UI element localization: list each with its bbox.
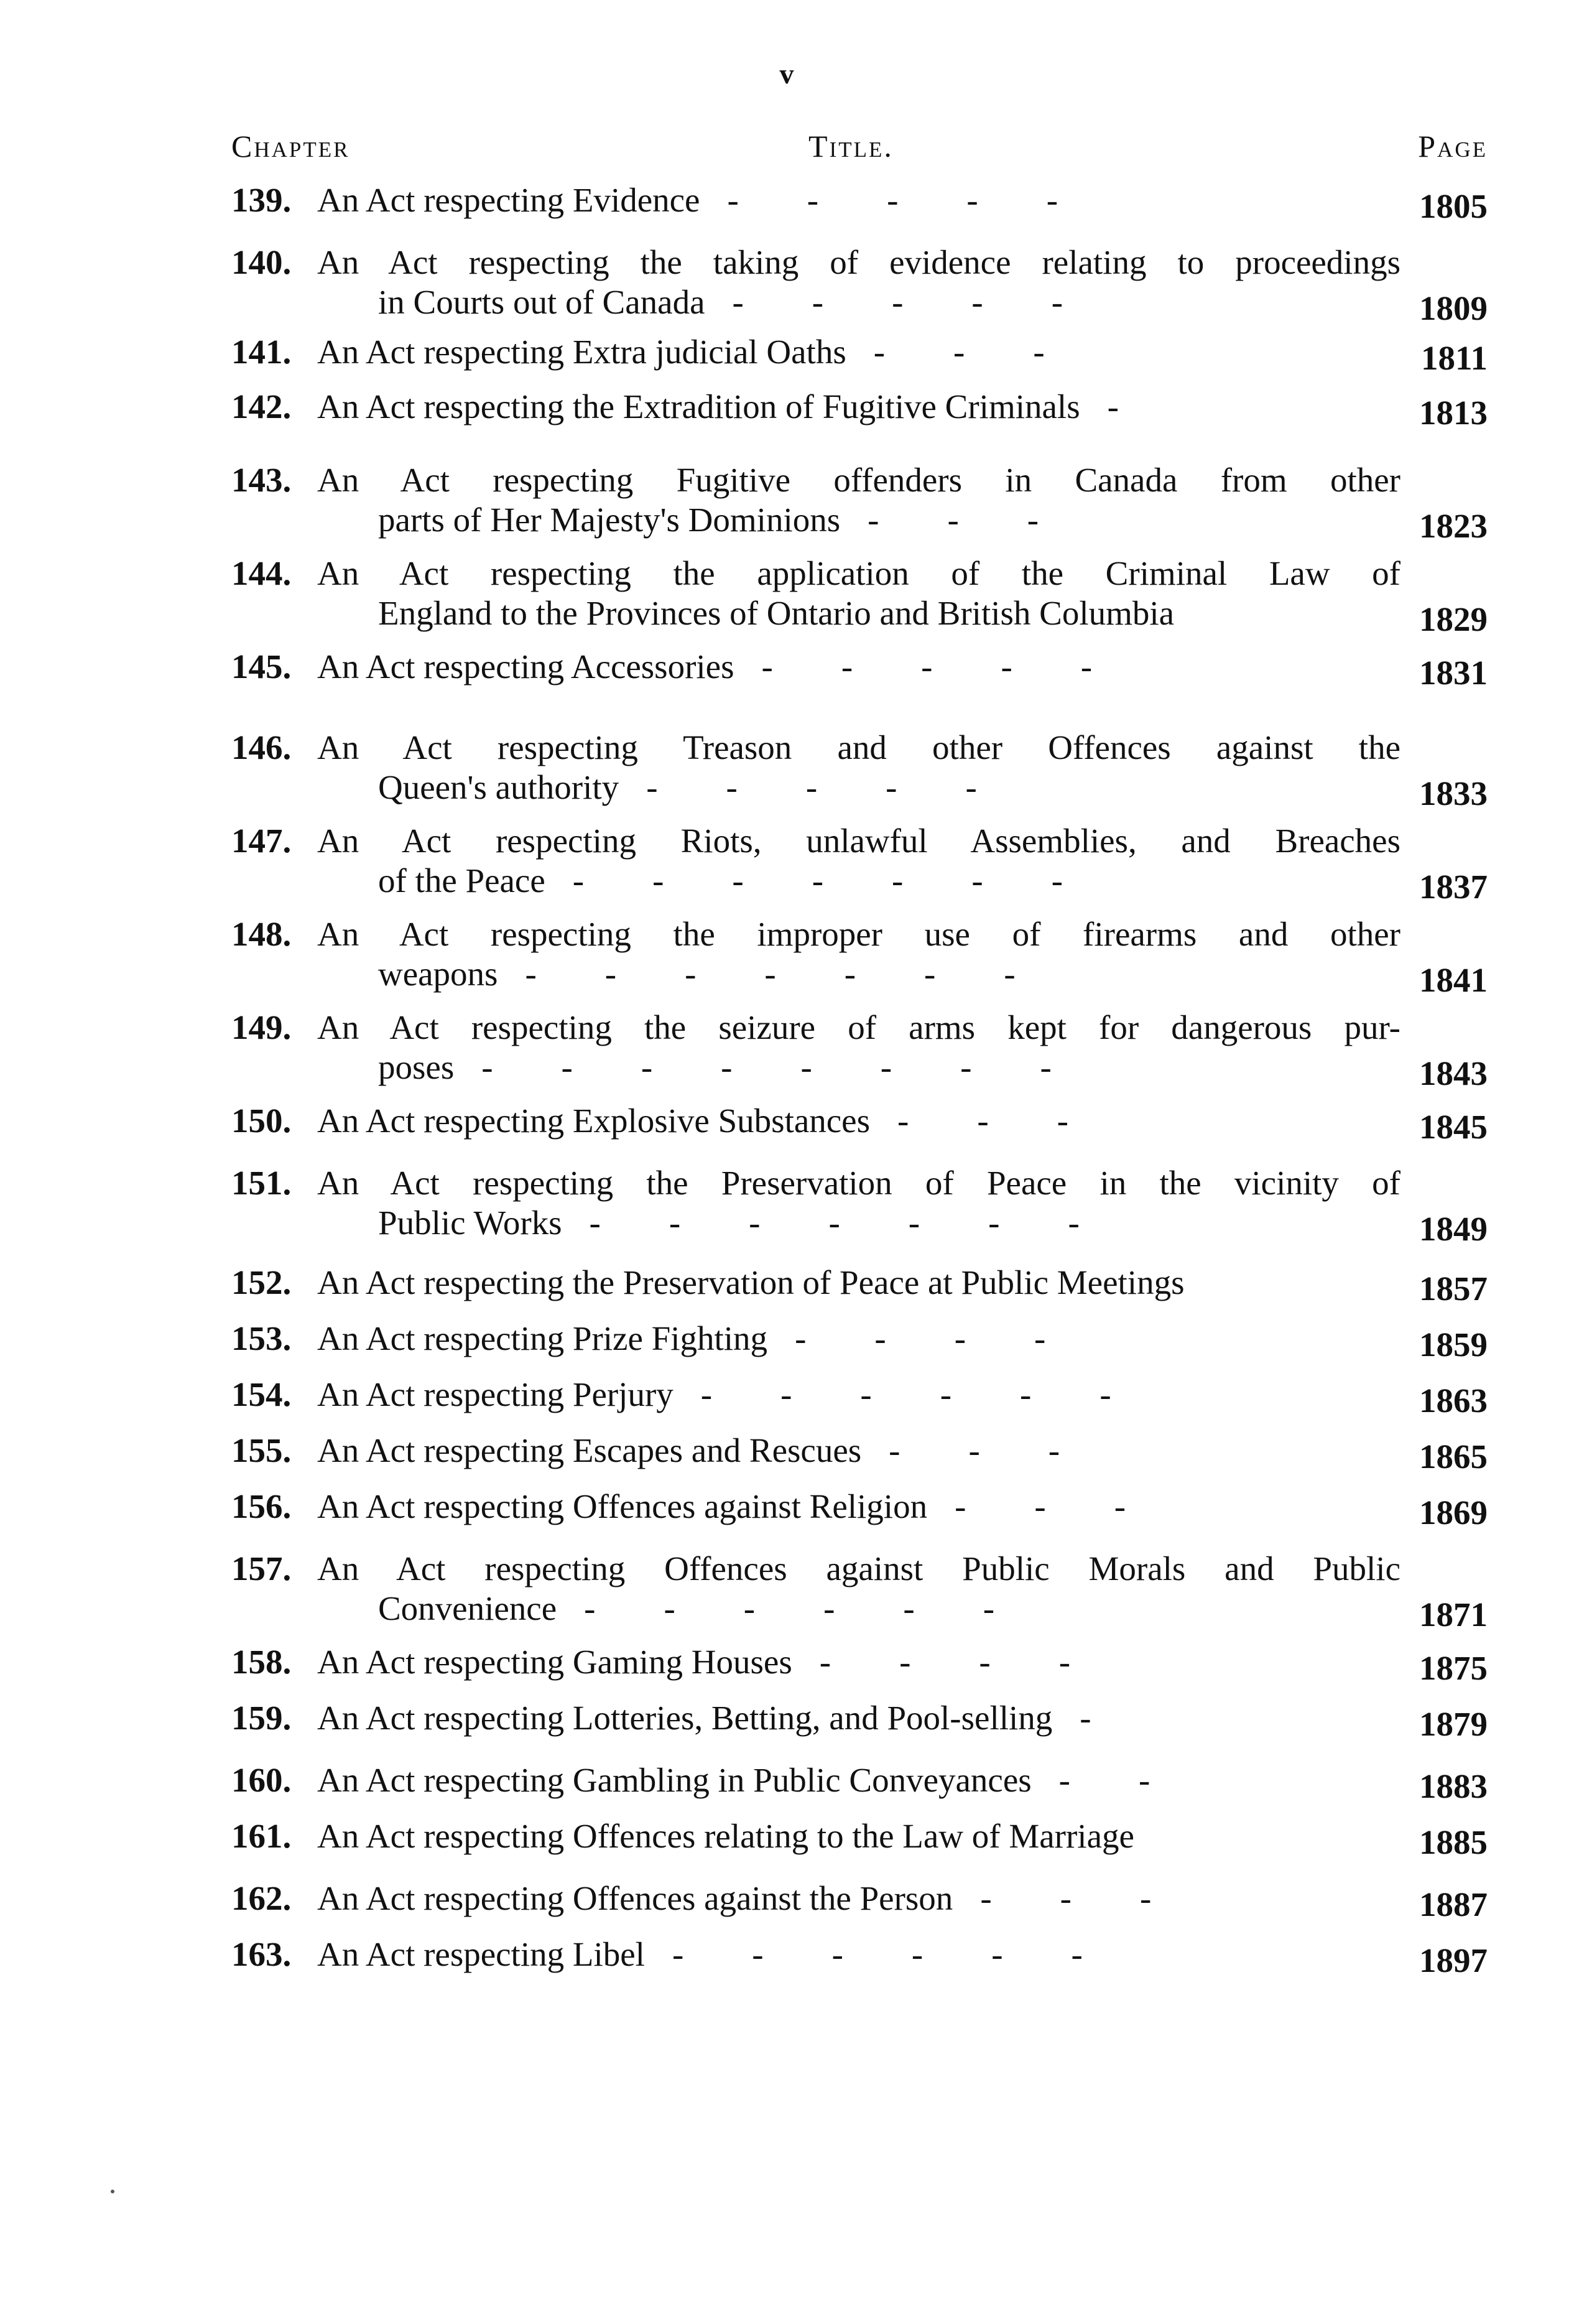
title-text: An Act respecting Gambling in Public Conveyances <box>317 1761 1032 1799</box>
page-number: 1837 <box>1419 868 1488 906</box>
title-line-2 <box>317 861 1400 901</box>
title-text: An Act respecting Gaming Houses <box>317 1643 792 1681</box>
entry-title <box>317 821 1400 901</box>
entry-title <box>317 647 1400 687</box>
entry-title <box>317 1549 1400 1629</box>
title-line-1 <box>317 1816 1400 1856</box>
entry-title <box>317 460 1400 540</box>
toc-entry <box>231 1319 1488 1364</box>
toc-entry <box>231 821 1488 906</box>
chapter-number: 148. <box>231 915 292 953</box>
title-text: An Act respecting Prize Fighting <box>317 1319 768 1357</box>
entry-title <box>317 1760 1400 1800</box>
toc-entry <box>231 243 1488 327</box>
title-continuation: weapons <box>378 955 498 993</box>
title-line-1 <box>317 914 1400 954</box>
entry-title <box>317 1431 1400 1471</box>
header-chapter: Chapter <box>231 129 350 164</box>
title-line-1 <box>317 1375 1400 1415</box>
title-line-1 <box>317 728 1400 768</box>
chapter-number: 162. <box>231 1879 292 1917</box>
title-line-1 <box>317 1549 1400 1589</box>
title-line-1 <box>317 1698 1400 1738</box>
toc-entry <box>231 914 1488 999</box>
title-line-1 <box>317 243 1400 282</box>
chapter-number: 140. <box>231 243 292 281</box>
leader-dashes: - - - <box>955 1487 1126 1525</box>
page-number: 1843 <box>1419 1054 1488 1092</box>
entry-title <box>317 1101 1400 1141</box>
entry-title <box>317 1375 1400 1415</box>
title-line-1 <box>317 1487 1400 1527</box>
leader-dashes: - - - <box>897 1102 1068 1140</box>
toc-entry <box>231 332 1488 377</box>
title-line-2 <box>317 1048 1400 1087</box>
leader-dashes: - <box>1080 1699 1091 1737</box>
title-line-1 <box>317 1101 1400 1141</box>
page-number: 1805 <box>1419 187 1488 225</box>
entry-title <box>317 332 1400 372</box>
leader-dashes: - - - - - <box>732 283 1063 321</box>
chapter-number: 156. <box>231 1487 292 1525</box>
toc-entry <box>231 1163 1488 1248</box>
chapter-number: 150. <box>231 1102 292 1140</box>
title-line-1 <box>317 180 1400 220</box>
page-number: 1883 <box>1419 1767 1488 1805</box>
leader-dashes: - - - - - - - <box>525 955 1016 993</box>
chapter-number: 163. <box>231 1935 292 1973</box>
leader-dashes: - - - <box>868 501 1039 539</box>
leader-dashes: - - - - - - <box>672 1935 1083 1973</box>
page-number: 1865 <box>1419 1438 1488 1476</box>
chapter-number: 141. <box>231 333 292 371</box>
chapter-number: 158. <box>231 1643 292 1681</box>
title-text: An Act respecting the seizure of arms kept for dangerous pur- <box>317 1008 1400 1046</box>
chapter-number: 160. <box>231 1761 292 1799</box>
title-line-1 <box>317 1879 1400 1918</box>
leader-dashes: - - - - - <box>727 181 1058 219</box>
leader-dashes: - - - <box>889 1431 1060 1469</box>
title-line-1 <box>317 1319 1400 1359</box>
entry-title <box>317 1263 1400 1303</box>
toc-entry <box>231 1935 1488 1979</box>
title-line-2 <box>317 1589 1400 1629</box>
chapter-number: 157. <box>231 1550 292 1587</box>
page-number: 1809 <box>1419 289 1488 327</box>
toc-entry <box>231 387 1488 432</box>
leader-dashes: - - - - <box>795 1319 1046 1357</box>
chapter-number: 144. <box>231 554 292 592</box>
title-line-1 <box>317 1642 1400 1682</box>
stray-mark <box>111 2190 114 2193</box>
toc-entry <box>231 1101 1488 1146</box>
toc-entry <box>231 460 1488 545</box>
title-line-2 <box>317 1203 1400 1243</box>
title-continuation: of the Peace <box>378 862 545 899</box>
entry-title <box>317 1487 1400 1527</box>
title-text: An Act respecting Offences against Public Morals and Public <box>317 1550 1400 1587</box>
title-text: An Act respecting Treason and other Offences against the <box>317 728 1400 766</box>
chapter-number: 155. <box>231 1431 292 1469</box>
page-number: 1813 <box>1419 394 1488 432</box>
entry-title <box>317 1319 1400 1359</box>
leader-dashes: - - - - - <box>761 648 1093 686</box>
title-line-1 <box>317 460 1400 500</box>
page-number: 1879 <box>1419 1705 1488 1743</box>
page-number: 1823 <box>1419 507 1488 545</box>
entry-title <box>317 554 1400 633</box>
toc-entry <box>231 1816 1488 1861</box>
title-line-1 <box>317 821 1400 861</box>
chapter-number: 145. <box>231 648 292 686</box>
entry-title <box>317 728 1400 807</box>
entry-title <box>317 243 1400 322</box>
leader-dashes: - - - - <box>819 1643 1071 1681</box>
chapter-number: 154. <box>231 1375 292 1413</box>
toc-entry <box>231 1263 1488 1308</box>
title-line-1 <box>317 1760 1400 1800</box>
page-number: 1811 <box>1421 339 1488 377</box>
leader-dashes: - - - <box>980 1879 1152 1917</box>
leader-dashes: - - <box>1058 1761 1150 1799</box>
entry-title <box>317 1879 1400 1918</box>
page-number: 1845 <box>1419 1108 1488 1146</box>
title-continuation: in Courts out of Canada <box>378 283 705 321</box>
chapter-number: 142. <box>231 388 292 425</box>
title-text: An Act respecting the Preservation of Peace in the vicinity of <box>317 1164 1400 1202</box>
title-text: An Act respecting Explosive Substances <box>317 1102 870 1140</box>
page-number: 1857 <box>1419 1270 1488 1308</box>
entry-title <box>317 180 1400 220</box>
title-text: An Act respecting Fugitive offenders in Canada from other <box>317 461 1400 499</box>
page-number: 1849 <box>1419 1210 1488 1248</box>
chapter-number: 151. <box>231 1164 292 1202</box>
page-number: 1841 <box>1419 961 1488 999</box>
entry-title <box>317 1698 1400 1738</box>
leader-dashes: - - - - - - - <box>572 862 1063 899</box>
title-text: An Act respecting the application of the Criminal Law of <box>317 554 1400 592</box>
leader-dashes: - - - - - <box>646 768 977 806</box>
title-line-1 <box>317 647 1400 687</box>
header-title: Title. <box>808 129 894 164</box>
title-text: An Act respecting Offences relating to the Law of Marriage <box>317 1817 1134 1855</box>
title-line-1 <box>317 1935 1400 1974</box>
title-line-2 <box>317 282 1400 322</box>
title-text: An Act respecting Riots, unlawful Assemblies, and Breaches <box>317 822 1400 860</box>
title-text: An Act respecting the Extradition of Fugitive Criminals <box>317 388 1080 425</box>
entry-title <box>317 387 1400 427</box>
title-text: An Act respecting Lotteries, Betting, and Pool-selling <box>317 1699 1053 1737</box>
leader-dashes: - - - - - - - <box>589 1204 1080 1242</box>
leader-dashes: - - - - - - <box>700 1375 1111 1413</box>
entry-title <box>317 1816 1400 1856</box>
toc-entry <box>231 1431 1488 1476</box>
page-number: 1897 <box>1419 1941 1488 1979</box>
title-line-2 <box>317 500 1400 540</box>
title-text: An Act respecting Offences against Religion <box>317 1487 928 1525</box>
page-number: 1885 <box>1419 1823 1488 1861</box>
title-continuation: England to the Provinces of Ontario and British Columbia <box>378 594 1175 632</box>
title-line-2 <box>317 593 1400 633</box>
chapter-number: 147. <box>231 822 292 860</box>
title-line-1 <box>317 1431 1400 1471</box>
title-text: An Act respecting the Preservation of Peace at Public Meetings <box>317 1263 1185 1301</box>
leader-dashes: - <box>1107 388 1119 425</box>
entry-title <box>317 914 1400 994</box>
title-text: An Act respecting Escapes and Rescues <box>317 1431 862 1469</box>
title-line-1 <box>317 387 1400 427</box>
page-number: 1829 <box>1419 600 1488 638</box>
leader-dashes: - - - <box>873 333 1045 371</box>
title-text: An Act respecting Extra judicial Oaths <box>317 333 846 371</box>
page-number: 1875 <box>1419 1649 1488 1687</box>
toc-entry <box>231 180 1488 225</box>
title-continuation: Public Works <box>378 1204 562 1242</box>
toc-entry <box>231 728 1488 812</box>
title-line-1 <box>317 1163 1400 1203</box>
chapter-number: 143. <box>231 461 292 499</box>
title-line-1 <box>317 1263 1400 1303</box>
toc-entry <box>231 1008 1488 1092</box>
title-line-1 <box>317 554 1400 593</box>
leader-dashes: - - - - - - <box>584 1589 995 1627</box>
chapter-number: 152. <box>231 1263 292 1301</box>
chapter-number: 149. <box>231 1008 292 1046</box>
page-number: 1871 <box>1419 1596 1488 1634</box>
title-continuation: Convenience <box>378 1589 557 1627</box>
entry-title <box>317 1008 1400 1087</box>
column-headers <box>231 128 1488 165</box>
entry-title <box>317 1642 1400 1682</box>
title-text: An Act respecting Evidence <box>317 181 700 219</box>
toc-entry <box>231 1879 1488 1923</box>
title-text: An Act respecting the taking of evidence relating to proceedings <box>317 243 1400 281</box>
title-continuation: poses <box>378 1048 455 1086</box>
title-line-2 <box>317 954 1400 994</box>
chapter-number: 139. <box>231 181 292 219</box>
entry-title <box>317 1163 1400 1243</box>
toc-entry <box>231 1487 1488 1532</box>
title-line-2 <box>317 768 1400 807</box>
entry-title <box>317 1935 1400 1974</box>
toc-entry <box>231 1642 1488 1687</box>
chapter-number: 161. <box>231 1817 292 1855</box>
chapter-number: 159. <box>231 1699 292 1737</box>
title-text: An Act respecting Accessories <box>317 648 734 686</box>
title-continuation: Queen's authority <box>378 768 619 806</box>
toc-entry <box>231 1375 1488 1420</box>
title-line-1 <box>317 332 1400 372</box>
page-number: 1859 <box>1419 1326 1488 1364</box>
title-text: An Act respecting Libel <box>317 1935 645 1973</box>
chapter-number: 153. <box>231 1319 292 1357</box>
header-page: Page <box>1418 129 1488 164</box>
toc-entry <box>231 647 1488 692</box>
toc-entry <box>231 1760 1488 1805</box>
page-number: 1863 <box>1419 1382 1488 1420</box>
title-text: An Act respecting the improper use of firearms and other <box>317 915 1400 953</box>
title-line-1 <box>317 1008 1400 1048</box>
toc-entry <box>231 1698 1488 1743</box>
page-number: 1887 <box>1419 1885 1488 1923</box>
page-number: 1831 <box>1419 654 1488 692</box>
leader-dashes: - - - - - - - - <box>481 1048 1052 1086</box>
title-text: An Act respecting Perjury <box>317 1375 674 1413</box>
title-text: An Act respecting Offences against the Person <box>317 1879 953 1917</box>
page-number: 1833 <box>1419 774 1488 812</box>
toc-entry <box>231 1549 1488 1634</box>
page-number: 1869 <box>1419 1494 1488 1532</box>
chapter-number: 146. <box>231 728 292 766</box>
toc-entry <box>231 554 1488 638</box>
page-folio: v <box>779 58 794 90</box>
title-continuation: parts of Her Majesty's Dominions <box>378 501 841 539</box>
